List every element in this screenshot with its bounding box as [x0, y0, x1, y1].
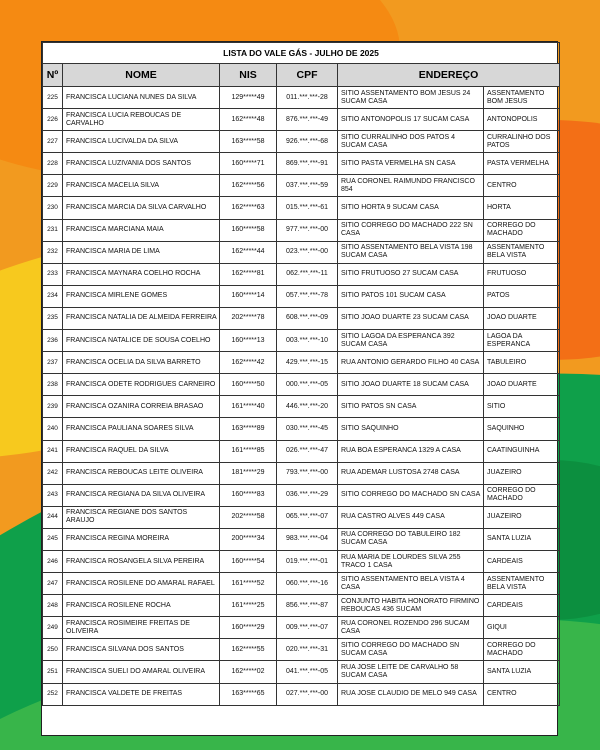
row-locality: LAGOA DA ESPERANCA	[484, 330, 560, 352]
row-locality: CENTRO	[484, 175, 560, 197]
row-address: SITIO PASTA VERMELHA SN CASA	[338, 153, 484, 175]
row-address: RUA BOA ESPERANCA 1329 A CASA	[338, 440, 484, 462]
row-locality: JOAO DUARTE	[484, 307, 560, 329]
row-name: FRANCISCA LUCIVALDA DA SILVA	[63, 131, 220, 153]
row-cpf: 060.***.***-16	[277, 573, 338, 595]
row-address: SITIO ASSENTAMENTO BELA VISTA 4 CASA	[338, 573, 484, 595]
row-nis: 200*****34	[220, 528, 277, 550]
row-address: RUA CORONEL RAIMUNDO FRANCISCO 854	[338, 175, 484, 197]
row-name: FRANCISCA SILVANA DOS SANTOS	[63, 639, 220, 661]
row-nis: 160*****83	[220, 484, 277, 506]
row-number: 240	[43, 418, 63, 440]
row-cpf: 030.***.***-45	[277, 418, 338, 440]
row-address: RUA MARIA DE LOURDES SILVA 255 TRACO 1 CASA	[338, 550, 484, 572]
row-address: SITIO CORREGO DO MACHADO SN SUCAM CASA	[338, 639, 484, 661]
row-name: FRANCISCA OCELIA DA SILVA BARRETO	[63, 352, 220, 374]
row-address: SITIO JOAO DUARTE 18 SUCAM CASA	[338, 374, 484, 396]
row-address: SITIO ASSENTAMENTO BELA VISTA 198 SUCAM CASA	[338, 241, 484, 263]
row-number: 245	[43, 528, 63, 550]
row-number: 243	[43, 484, 63, 506]
row-cpf: 009.***.***-07	[277, 617, 338, 639]
header-nome: NOME	[63, 64, 220, 87]
row-locality: PASTA VERMELHA	[484, 153, 560, 175]
table-row	[43, 241, 560, 263]
table-row	[43, 639, 560, 661]
row-number: 237	[43, 352, 63, 374]
row-name: FRANCISCA RAQUEL DA SILVA	[63, 440, 220, 462]
table-row	[43, 462, 560, 484]
row-number: 244	[43, 506, 63, 528]
header-cpf: CPF	[277, 64, 338, 87]
row-nis: 163*****65	[220, 683, 277, 705]
row-name: FRANCISCA ROSANGELA SILVA PEREIRA	[63, 550, 220, 572]
row-number: 233	[43, 263, 63, 285]
row-cpf: 065.***.***-07	[277, 506, 338, 528]
row-locality: HORTA	[484, 197, 560, 219]
table-row	[43, 440, 560, 462]
row-locality: ANTONOPOLIS	[484, 109, 560, 131]
row-number: 246	[43, 550, 63, 572]
row-cpf: 977.***.***-00	[277, 219, 338, 241]
table-row	[43, 263, 560, 285]
row-cpf: 926.***.***-68	[277, 131, 338, 153]
row-nis: 160*****29	[220, 617, 277, 639]
table-row	[43, 595, 560, 617]
row-name: FRANCISCA ODETE RODRIGUES CARNEIRO	[63, 374, 220, 396]
row-address: SITIO LAGOA DA ESPERANCA 392 SUCAM CASA	[338, 330, 484, 352]
row-number: 250	[43, 639, 63, 661]
table-row	[43, 352, 560, 374]
row-address: RUA ANTONIO GERARDO FILHO 40 CASA	[338, 352, 484, 374]
table-row	[43, 197, 560, 219]
row-nis: 181*****29	[220, 462, 277, 484]
header-nis: NIS	[220, 64, 277, 87]
row-cpf: 027.***.***-00	[277, 683, 338, 705]
row-address: RUA JOSE CLAUDIO DE MELO 949 CASA	[338, 683, 484, 705]
table-row	[43, 506, 560, 528]
table-row	[43, 153, 560, 175]
table-row	[43, 87, 560, 109]
row-locality: SAQUINHO	[484, 418, 560, 440]
header-num: Nº	[43, 64, 63, 87]
row-number: 229	[43, 175, 63, 197]
row-locality: TABULEIRO	[484, 352, 560, 374]
table-row	[43, 528, 560, 550]
row-nis: 162*****55	[220, 639, 277, 661]
row-locality: CARDEAIS	[484, 550, 560, 572]
row-locality: ASSENTAMENTO BELA VISTA	[484, 241, 560, 263]
row-locality: ASSENTAMENTO BOM JESUS	[484, 87, 560, 109]
row-address: CONJUNTO HABITA HONORATO FIRMINO REBOUCAS 436 SUCAM	[338, 595, 484, 617]
row-nis: 163*****89	[220, 418, 277, 440]
row-number: 248	[43, 595, 63, 617]
row-cpf: 000.***.***-05	[277, 374, 338, 396]
row-number: 236	[43, 330, 63, 352]
document-title: LISTA DO VALE GÁS - JULHO DE 2025	[43, 43, 560, 64]
row-cpf: 037.***.***-59	[277, 175, 338, 197]
row-locality: FRUTUOSO	[484, 263, 560, 285]
row-cpf: 015.***.***-61	[277, 197, 338, 219]
row-cpf: 608.***.***-09	[277, 307, 338, 329]
row-nis: 161*****40	[220, 396, 277, 418]
row-nis: 161*****52	[220, 573, 277, 595]
row-address: SITIO JOAO DUARTE 23 SUCAM CASA	[338, 307, 484, 329]
table-row	[43, 175, 560, 197]
row-address: RUA CORONEL ROZENDO 296 SUCAM CASA	[338, 617, 484, 639]
row-cpf: 446.***.***-20	[277, 396, 338, 418]
row-address: RUA ADEMAR LUSTOSA 2748 CASA	[338, 462, 484, 484]
row-cpf: 062.***.***-11	[277, 263, 338, 285]
row-number: 228	[43, 153, 63, 175]
table-row	[43, 396, 560, 418]
row-nis: 162*****42	[220, 352, 277, 374]
row-locality: SANTA LUZIA	[484, 528, 560, 550]
row-nis: 160*****14	[220, 285, 277, 307]
row-address: SITIO PATOS SN CASA	[338, 396, 484, 418]
row-nis: 162*****44	[220, 241, 277, 263]
document-sheet	[41, 41, 558, 736]
row-locality: PATOS	[484, 285, 560, 307]
row-locality: SITIO	[484, 396, 560, 418]
row-locality: CARDEAIS	[484, 595, 560, 617]
row-number: 235	[43, 307, 63, 329]
row-address: RUA CORREGO DO TABULEIRO 182 SUCAM CASA	[338, 528, 484, 550]
row-name: FRANCISCA REGIANA DA SILVA OLIVEIRA	[63, 484, 220, 506]
row-number: 239	[43, 396, 63, 418]
row-name: FRANCISCA LUZIVANIA DOS SANTOS	[63, 153, 220, 175]
row-nis: 160*****58	[220, 219, 277, 241]
row-address: RUA JOSE LEITE DE CARVALHO 58 SUCAM CASA	[338, 661, 484, 683]
row-name: FRANCISCA REBOUCAS LEITE OLIVEIRA	[63, 462, 220, 484]
row-number: 247	[43, 573, 63, 595]
row-number: 231	[43, 219, 63, 241]
row-name: FRANCISCA MARIA DE LIMA	[63, 241, 220, 263]
row-locality: CENTRO	[484, 683, 560, 705]
row-name: FRANCISCA MARCIA DA SILVA CARVALHO	[63, 197, 220, 219]
row-name: FRANCISCA PAULIANA SOARES SILVA	[63, 418, 220, 440]
row-name: FRANCISCA REGINA MOREIRA	[63, 528, 220, 550]
row-number: 252	[43, 683, 63, 705]
row-address: SITIO PATOS 101 SUCAM CASA	[338, 285, 484, 307]
row-number: 226	[43, 109, 63, 131]
row-number: 230	[43, 197, 63, 219]
row-nis: 160*****13	[220, 330, 277, 352]
row-nis: 160*****54	[220, 550, 277, 572]
row-cpf: 026.***.***-47	[277, 440, 338, 462]
row-cpf: 023.***.***-00	[277, 241, 338, 263]
row-name: FRANCISCA MAYNARA COELHO ROCHA	[63, 263, 220, 285]
row-number: 232	[43, 241, 63, 263]
row-number: 238	[43, 374, 63, 396]
row-nis: 202*****78	[220, 307, 277, 329]
row-locality: CORREGO DO MACHADO	[484, 484, 560, 506]
row-cpf: 041.***.***-05	[277, 661, 338, 683]
row-number: 249	[43, 617, 63, 639]
row-cpf: 057.***.***-78	[277, 285, 338, 307]
table-row	[43, 661, 560, 683]
row-nis: 161*****85	[220, 440, 277, 462]
row-name: FRANCISCA OZANIRA CORREIA BRASAO	[63, 396, 220, 418]
table-row	[43, 219, 560, 241]
table-row	[43, 418, 560, 440]
table-row	[43, 573, 560, 595]
row-name: FRANCISCA NATALICE DE SOUSA COELHO	[63, 330, 220, 352]
row-cpf: 003.***.***-10	[277, 330, 338, 352]
table-row	[43, 109, 560, 131]
row-name: FRANCISCA MARCIANA MAIA	[63, 219, 220, 241]
row-number: 234	[43, 285, 63, 307]
row-number: 241	[43, 440, 63, 462]
row-locality: JOAO DUARTE	[484, 374, 560, 396]
row-number: 251	[43, 661, 63, 683]
row-cpf: 429.***.***-15	[277, 352, 338, 374]
table-row	[43, 617, 560, 639]
table-row	[43, 131, 560, 153]
row-cpf: 036.***.***-29	[277, 484, 338, 506]
row-name: FRANCISCA LUCIA REBOUCAS DE CARVALHO	[63, 109, 220, 131]
row-nis: 162*****02	[220, 661, 277, 683]
row-locality: CORREGO DO MACHADO	[484, 219, 560, 241]
row-name: FRANCISCA MIRLENE GOMES	[63, 285, 220, 307]
table-row	[43, 330, 560, 352]
row-address: SITIO ANTONOPOLIS 17 SUCAM CASA	[338, 109, 484, 131]
row-address: SITIO FRUTUOSO 27 SUCAM CASA	[338, 263, 484, 285]
row-nis: 202*****58	[220, 506, 277, 528]
table-row	[43, 484, 560, 506]
row-address: SITIO ASSENTAMENTO BOM JESUS 24 SUCAM CASA	[338, 87, 484, 109]
row-name: FRANCISCA ROSILENE DO AMARAL RAFAEL	[63, 573, 220, 595]
row-cpf: 876.***.***-49	[277, 109, 338, 131]
table-row	[43, 285, 560, 307]
row-cpf: 019.***.***-01	[277, 550, 338, 572]
row-nis: 162*****56	[220, 175, 277, 197]
row-address: SITIO CURRALINHO DOS PATOS 4 SUCAM CASA	[338, 131, 484, 153]
row-address: SITIO SAQUINHO	[338, 418, 484, 440]
row-cpf: 869.***.***-91	[277, 153, 338, 175]
row-address: SITIO CORREGO DO MACHADO SN CASA	[338, 484, 484, 506]
table-row	[43, 374, 560, 396]
row-locality: SANTA LUZIA	[484, 661, 560, 683]
row-address: SITIO CORREGO DO MACHADO 222 SN CASA	[338, 219, 484, 241]
row-name: FRANCISCA MACELIA SILVA	[63, 175, 220, 197]
row-nis: 162*****63	[220, 197, 277, 219]
row-name: FRANCISCA ROSILENE ROCHA	[63, 595, 220, 617]
row-number: 242	[43, 462, 63, 484]
row-nis: 162*****48	[220, 109, 277, 131]
row-name: FRANCISCA ROSIMEIRE FREITAS DE OLIVEIRA	[63, 617, 220, 639]
header-endereco: ENDEREÇO	[338, 64, 560, 87]
row-locality: JUAZEIRO	[484, 506, 560, 528]
row-nis: 162*****81	[220, 263, 277, 285]
row-locality: CORREGO DO MACHADO	[484, 639, 560, 661]
row-name: FRANCISCA LUCIANA NUNES DA SILVA	[63, 87, 220, 109]
row-number: 225	[43, 87, 63, 109]
row-cpf: 983.***.***-04	[277, 528, 338, 550]
row-locality: CURRALINHO DOS PATOS	[484, 131, 560, 153]
row-name: FRANCISCA NATALIA DE ALMEIDA FERREIRA	[63, 307, 220, 329]
row-cpf: 011.***.***-28	[277, 87, 338, 109]
row-locality: CAATINGUINHA	[484, 440, 560, 462]
row-nis: 161*****25	[220, 595, 277, 617]
row-cpf: 856.***.***-87	[277, 595, 338, 617]
row-cpf: 020.***.***-31	[277, 639, 338, 661]
row-address: SITIO HORTA 9 SUCAM CASA	[338, 197, 484, 219]
row-locality: GIQUI	[484, 617, 560, 639]
row-nis: 163*****58	[220, 131, 277, 153]
row-address: RUA CASTRO ALVES 449 CASA	[338, 506, 484, 528]
row-number: 227	[43, 131, 63, 153]
row-name: FRANCISCA SUELI DO AMARAL OLIVEIRA	[63, 661, 220, 683]
row-nis: 160*****71	[220, 153, 277, 175]
table-row	[43, 307, 560, 329]
row-name: FRANCISCA VALDETE DE FREITAS	[63, 683, 220, 705]
row-locality: JUAZEIRO	[484, 462, 560, 484]
table-row	[43, 550, 560, 572]
row-name: FRANCISCA REGIANE DOS SANTOS ARAUJO	[63, 506, 220, 528]
table-row	[43, 683, 560, 705]
beneficiary-table	[42, 42, 560, 706]
row-cpf: 793.***.***-00	[277, 462, 338, 484]
row-nis: 160*****50	[220, 374, 277, 396]
row-nis: 129*****49	[220, 87, 277, 109]
row-locality: ASSENTAMENTO BELA VISTA	[484, 573, 560, 595]
